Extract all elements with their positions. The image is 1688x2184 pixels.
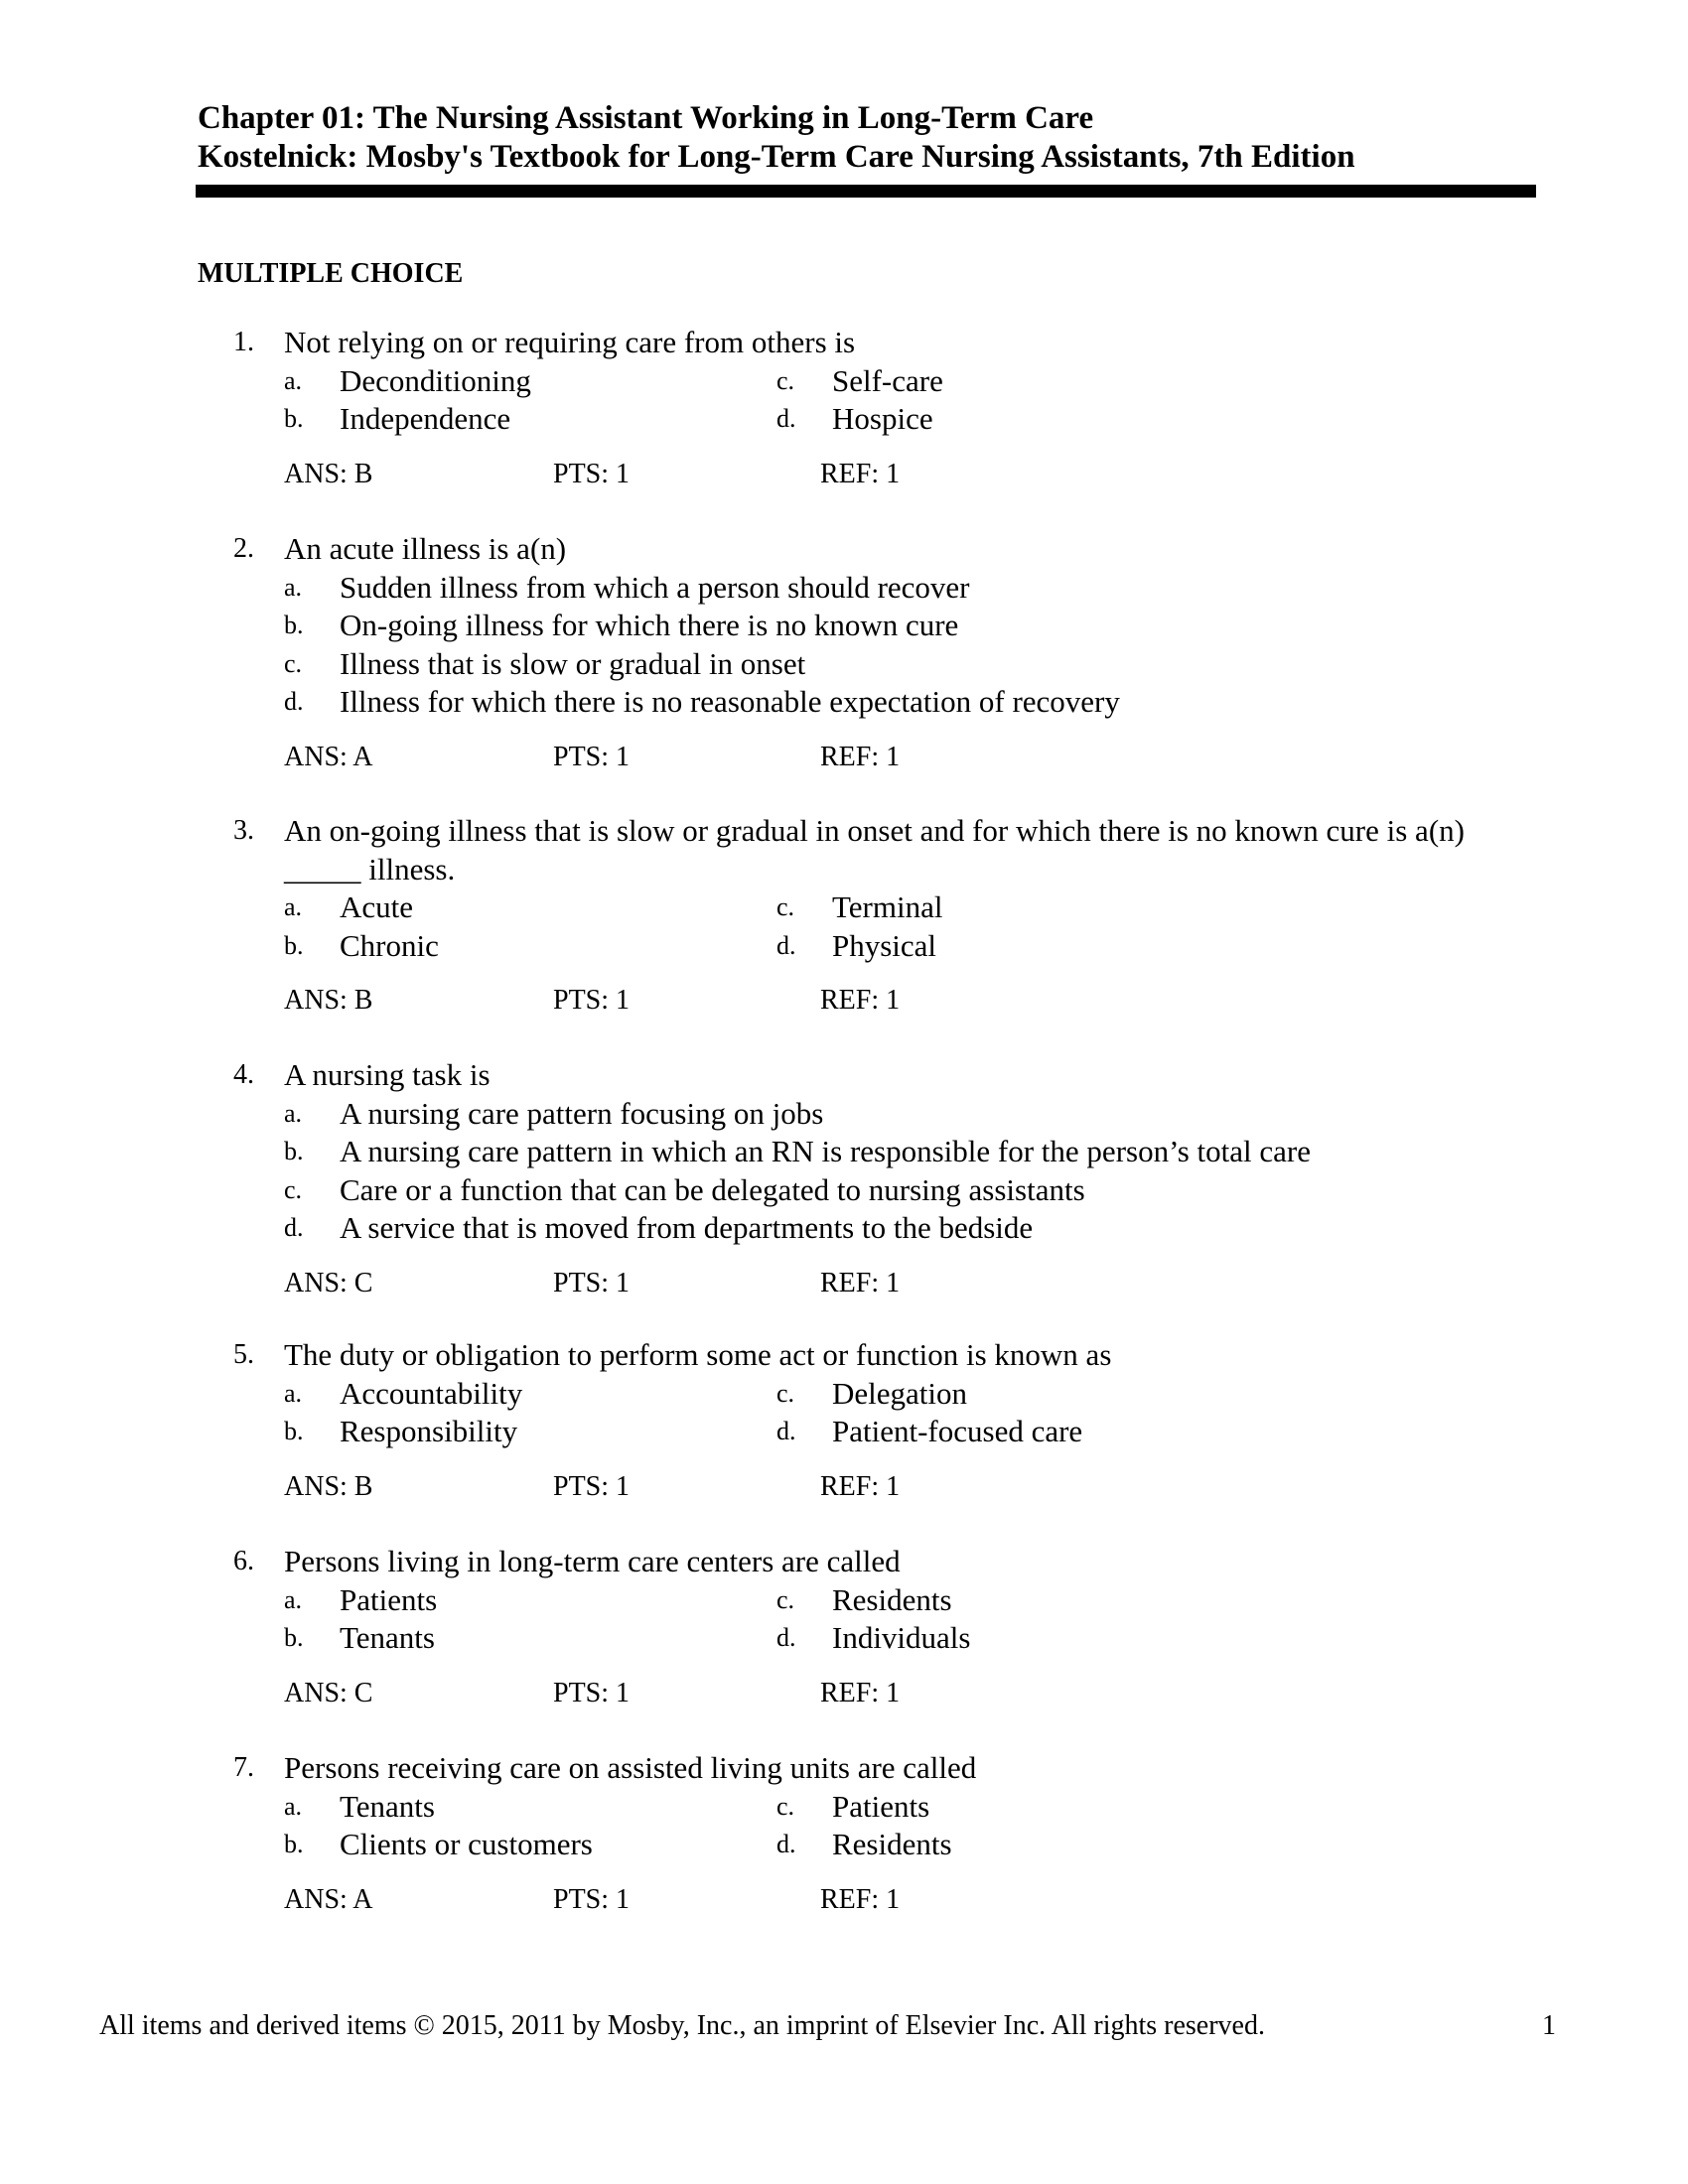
option-b bbox=[198, 927, 776, 966]
options bbox=[198, 1788, 1534, 1864]
option-letter: a. bbox=[284, 1378, 303, 1408]
chapter-title: Chapter 01: The Nursing Assistant Working in Long-Term Care bbox=[198, 100, 1094, 136]
option-text: Responsibility bbox=[340, 1414, 518, 1448]
reference: REF: 1 bbox=[820, 1470, 901, 1502]
option-text: Clients or customers bbox=[340, 1827, 593, 1861]
reference: REF: 1 bbox=[820, 458, 901, 489]
question-stem bbox=[198, 812, 1534, 888]
answer-line bbox=[198, 1676, 1534, 1711]
option-text: Care or a function that can be delegated to nursing assistants bbox=[340, 1171, 1085, 1207]
options bbox=[198, 888, 1534, 965]
option-c bbox=[776, 1788, 1355, 1827]
option-text: Accountability bbox=[340, 1375, 523, 1411]
answer: ANS: B bbox=[284, 985, 373, 1016]
question-text: An on-going illness that is slow or gradual in onset and for which there is no known cure is a(n) _____ illness. bbox=[284, 813, 1465, 887]
option-letter: b. bbox=[284, 404, 304, 433]
option-letter: c. bbox=[776, 892, 795, 921]
option-text: Sudden illness from which a person should recover bbox=[340, 569, 970, 605]
question-stem bbox=[198, 1749, 1534, 1788]
option-text: Independence bbox=[340, 401, 511, 436]
option-text: Acute bbox=[340, 889, 414, 924]
question-number: 5. bbox=[233, 1339, 254, 1370]
option-letter: c. bbox=[776, 1378, 795, 1408]
option-c bbox=[776, 1581, 1355, 1620]
question-5 bbox=[198, 1336, 1534, 1505]
option-letter: b. bbox=[284, 930, 304, 960]
answer: ANS: C bbox=[284, 1267, 373, 1298]
option-letter: d. bbox=[776, 1417, 796, 1445]
option-text: Illness for which there is no reasonable expectation of recovery bbox=[340, 684, 1120, 719]
question-number: 3. bbox=[233, 815, 254, 846]
option-text: Residents bbox=[832, 1581, 952, 1617]
copyright-notice: All items and derived items © 2015, 2011 by Mosby, Inc., an imprint of Elsevier Inc. All rights reserved. bbox=[99, 2010, 1265, 2041]
points: PTS: 1 bbox=[553, 985, 631, 1016]
points: PTS: 1 bbox=[553, 1470, 631, 1502]
option-c bbox=[198, 645, 1534, 684]
question-stem bbox=[198, 1336, 1534, 1375]
option-a bbox=[198, 1788, 776, 1827]
option-letter: a. bbox=[284, 1584, 303, 1614]
answer: ANS: A bbox=[284, 741, 373, 772]
option-text: Illness that is slow or gradual in onset bbox=[340, 645, 806, 681]
option-b bbox=[198, 607, 1534, 645]
option-a bbox=[198, 1375, 776, 1414]
question-stem bbox=[198, 324, 1534, 362]
option-d bbox=[198, 1209, 1534, 1248]
option-letter: b. bbox=[284, 1417, 304, 1445]
option-c bbox=[776, 362, 1355, 401]
option-letter: c. bbox=[776, 365, 795, 395]
option-letter: d. bbox=[284, 1213, 304, 1242]
option-letter: b. bbox=[284, 1830, 304, 1858]
option-c bbox=[776, 888, 1355, 927]
option-text: Residents bbox=[832, 1827, 952, 1861]
question-stem bbox=[198, 1543, 1534, 1581]
option-a bbox=[198, 888, 776, 927]
option-text: Patients bbox=[340, 1581, 438, 1617]
question-number: 6. bbox=[233, 1546, 254, 1576]
answer-line bbox=[198, 1882, 1534, 1918]
question-1 bbox=[198, 324, 1534, 492]
option-text: Individuals bbox=[832, 1620, 971, 1655]
option-letter: c. bbox=[284, 1174, 303, 1204]
option-b bbox=[198, 1413, 776, 1451]
question-7 bbox=[198, 1749, 1534, 1918]
question-stem bbox=[198, 530, 1534, 569]
option-b bbox=[198, 1826, 776, 1864]
option-text: Terminal bbox=[832, 889, 943, 924]
option-text: Delegation bbox=[832, 1375, 968, 1411]
reference: REF: 1 bbox=[820, 1267, 901, 1298]
option-letter: d. bbox=[776, 930, 796, 960]
question-6 bbox=[198, 1543, 1534, 1711]
answer-line bbox=[198, 1469, 1534, 1505]
option-text: A nursing care pattern focusing on jobs bbox=[340, 1095, 824, 1131]
points: PTS: 1 bbox=[553, 458, 631, 489]
answer-line bbox=[198, 457, 1534, 492]
question-text: Persons living in long-term care centers are called bbox=[284, 1544, 901, 1578]
option-c bbox=[776, 1375, 1355, 1414]
option-text: Hospice bbox=[832, 401, 933, 436]
option-letter: a. bbox=[284, 365, 303, 395]
option-d bbox=[776, 400, 1355, 439]
answer: ANS: C bbox=[284, 1677, 373, 1708]
option-a bbox=[198, 1095, 1534, 1134]
reference: REF: 1 bbox=[820, 1677, 901, 1708]
answer-line bbox=[198, 740, 1534, 775]
question-2 bbox=[198, 530, 1534, 775]
option-letter: a. bbox=[284, 1098, 303, 1128]
options bbox=[198, 1581, 1534, 1658]
option-letter: b. bbox=[284, 1623, 304, 1652]
option-text: Patient-focused care bbox=[832, 1414, 1083, 1448]
reference: REF: 1 bbox=[820, 1883, 901, 1915]
option-b bbox=[198, 400, 776, 439]
points: PTS: 1 bbox=[553, 1883, 631, 1915]
option-a bbox=[198, 569, 1534, 608]
option-text: Tenants bbox=[340, 1788, 435, 1824]
option-text: Patients bbox=[832, 1788, 930, 1824]
options bbox=[198, 569, 1534, 722]
option-d bbox=[776, 1826, 1355, 1864]
answer: ANS: B bbox=[284, 458, 373, 489]
section-title: MULTIPLE CHOICE bbox=[198, 258, 464, 289]
option-text: Chronic bbox=[340, 927, 439, 963]
option-text: A nursing care pattern in which an RN is responsible for the person’s total care bbox=[340, 1134, 1311, 1168]
option-letter: d. bbox=[776, 404, 796, 433]
option-d bbox=[776, 927, 1355, 966]
question-number: 7. bbox=[233, 1752, 254, 1783]
question-text: Not relying on or requiring care from others is bbox=[284, 325, 856, 359]
answer: ANS: A bbox=[284, 1883, 373, 1915]
question-number: 4. bbox=[233, 1059, 254, 1090]
option-letter: b. bbox=[284, 611, 304, 639]
reference: REF: 1 bbox=[820, 985, 901, 1016]
header-rule bbox=[196, 185, 1536, 198]
points: PTS: 1 bbox=[553, 1267, 631, 1298]
option-a bbox=[198, 362, 776, 401]
question-4 bbox=[198, 1056, 1534, 1301]
option-letter: a. bbox=[284, 572, 303, 602]
option-letter: d. bbox=[776, 1830, 796, 1858]
question-3 bbox=[198, 812, 1534, 1019]
option-d bbox=[776, 1619, 1355, 1658]
option-text: Self-care bbox=[832, 362, 943, 398]
option-letter: a. bbox=[284, 1791, 303, 1821]
book-title: Kostelnick: Mosby's Textbook for Long-Term Care Nursing Assistants, 7th Edition bbox=[198, 139, 1355, 175]
points: PTS: 1 bbox=[553, 1677, 631, 1708]
document-header bbox=[198, 99, 1534, 177]
option-letter: b. bbox=[284, 1137, 304, 1165]
options bbox=[198, 1095, 1534, 1248]
answer: ANS: B bbox=[284, 1470, 373, 1502]
option-text: Physical bbox=[832, 927, 937, 963]
question-text: Persons receiving care on assisted living units are called bbox=[284, 1750, 977, 1785]
option-text: Tenants bbox=[340, 1620, 435, 1655]
question-text: The duty or obligation to perform some act or function is known as bbox=[284, 1337, 1112, 1372]
answer-line bbox=[198, 983, 1534, 1019]
page-number: 1 bbox=[1542, 2010, 1556, 2041]
option-letter: c. bbox=[776, 1584, 795, 1614]
question-text: A nursing task is bbox=[284, 1057, 491, 1092]
question-text: An acute illness is a(n) bbox=[284, 531, 567, 566]
option-letter: c. bbox=[776, 1791, 795, 1821]
option-text: A service that is moved from departments to the bedside bbox=[340, 1210, 1034, 1245]
option-letter: d. bbox=[776, 1623, 796, 1652]
answer-line bbox=[198, 1266, 1534, 1301]
option-d bbox=[198, 683, 1534, 722]
option-c bbox=[198, 1171, 1534, 1210]
question-number: 2. bbox=[233, 533, 254, 564]
question-number: 1. bbox=[233, 327, 254, 357]
question-stem bbox=[198, 1056, 1534, 1095]
option-a bbox=[198, 1581, 776, 1620]
reference: REF: 1 bbox=[820, 741, 901, 772]
option-letter: c. bbox=[284, 648, 303, 678]
option-b bbox=[198, 1133, 1534, 1171]
option-letter: a. bbox=[284, 892, 303, 921]
option-letter: d. bbox=[284, 687, 304, 716]
option-text: On-going illness for which there is no known cure bbox=[340, 608, 959, 642]
options bbox=[198, 1375, 1534, 1451]
option-d bbox=[776, 1413, 1355, 1451]
points: PTS: 1 bbox=[553, 741, 631, 772]
option-b bbox=[198, 1619, 776, 1658]
option-text: Deconditioning bbox=[340, 362, 531, 398]
options bbox=[198, 362, 1534, 439]
